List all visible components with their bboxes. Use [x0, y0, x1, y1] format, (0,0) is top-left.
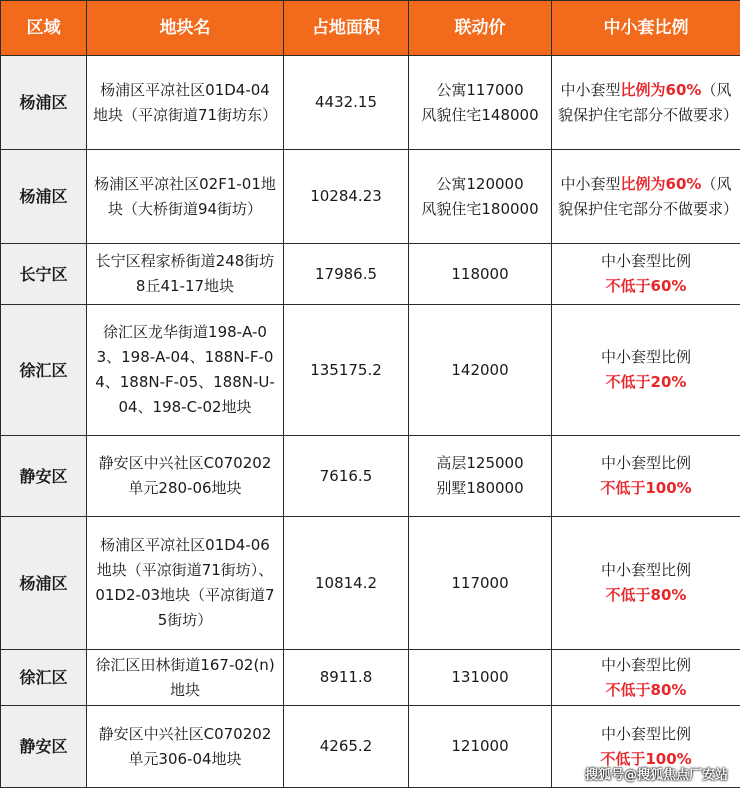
ratio-prefix: 中小套型 — [560, 80, 621, 99]
ratio-highlight: 比例为60% — [620, 174, 702, 193]
table-row — [1, 436, 740, 517]
ratio-note: （风貌保护住宅部分不做要求） — [558, 80, 739, 124]
ratio-value: 不低于60% — [605, 277, 687, 295]
ratio-prefix: 中小套型 — [560, 174, 621, 193]
ratio-cell — [552, 305, 740, 436]
price-line: 公寓120000 — [436, 174, 524, 193]
header-district: 区域 — [1, 1, 87, 56]
price-line: 别墅180000 — [436, 479, 524, 497]
header-plot-name: 地块名 — [87, 1, 284, 56]
area-cell: 4265.2 — [284, 706, 409, 788]
header-row — [1, 1, 740, 56]
ratio-label: 中小套型比例 — [600, 252, 691, 270]
plot-cell: 杨浦区平凉社区01D4-06地块（平凉街道71街坊）、01D2-03地块（平凉街道75街坊） — [87, 517, 284, 650]
area-cell: 4432.15 — [284, 56, 409, 150]
plot-cell: 杨浦区平凉社区01D4-04地块（平凉街道71街坊东） — [87, 56, 284, 150]
plot-cell: 徐汇区田林街道167-02(n)地块 — [87, 650, 284, 706]
header-small-unit-ratio: 中小套比例 — [552, 1, 740, 56]
district-cell: 静安区 — [1, 436, 87, 517]
ratio-value: 不低于80% — [605, 680, 687, 699]
ratio-value: 不低于20% — [605, 373, 687, 391]
district-cell: 长宁区 — [1, 244, 87, 305]
district-cell: 杨浦区 — [1, 517, 87, 650]
ratio-cell — [552, 650, 740, 706]
plot-cell: 杨浦区平凉社区02F1-01地块（大桥街道94街坊） — [87, 150, 284, 244]
price-cell — [409, 150, 552, 244]
price-cell: 131000 — [409, 650, 552, 706]
price-line: 公寓117000 — [436, 80, 524, 99]
area-cell: 8911.8 — [284, 650, 409, 706]
ratio-label: 中小套型比例 — [600, 454, 691, 472]
district-cell: 杨浦区 — [1, 56, 87, 150]
table-row — [1, 244, 740, 305]
ratio-value: 不低于100% — [600, 479, 692, 497]
price-cell — [409, 56, 552, 150]
header-linked-price: 联动价 — [409, 1, 552, 56]
ratio-value: 不低于80% — [605, 586, 687, 604]
price-cell: 118000 — [409, 244, 552, 305]
price-line: 风貌住宅148000 — [421, 105, 539, 124]
ratio-value: 不低于100% — [600, 749, 692, 768]
table-row — [1, 305, 740, 436]
ratio-cell — [552, 517, 740, 650]
table-row — [1, 650, 740, 706]
plot-cell: 静安区中兴社区C070202单元280-06地块 — [87, 436, 284, 517]
ratio-label: 中小套型比例 — [600, 348, 691, 366]
ratio-cell — [552, 244, 740, 305]
ratio-cell — [552, 436, 740, 517]
district-cell: 静安区 — [1, 706, 87, 788]
plot-cell: 静安区中兴社区C070202单元306-04地块 — [87, 706, 284, 788]
ratio-highlight: 比例为60% — [620, 80, 702, 99]
area-cell: 10284.23 — [284, 150, 409, 244]
district-cell: 杨浦区 — [1, 150, 87, 244]
district-cell: 徐汇区 — [1, 650, 87, 706]
table-row — [1, 56, 740, 150]
price-line: 风貌住宅180000 — [421, 199, 539, 218]
table-row — [1, 150, 740, 244]
price-cell: 117000 — [409, 517, 552, 650]
ratio-label: 中小套型比例 — [600, 724, 691, 743]
price-cell — [409, 436, 552, 517]
price-cell: 121000 — [409, 706, 552, 788]
ratio-label: 中小套型比例 — [600, 655, 691, 674]
ratio-cell — [552, 150, 740, 244]
plot-cell: 长宁区程家桥街道248街坊8丘41-17地块 — [87, 244, 284, 305]
header-area: 占地面积 — [284, 1, 409, 56]
ratio-note: （风貌保护住宅部分不做要求） — [558, 174, 739, 218]
ratio-cell — [552, 56, 740, 150]
area-cell: 7616.5 — [284, 436, 409, 517]
district-cell: 徐汇区 — [1, 305, 87, 436]
area-cell: 10814.2 — [284, 517, 409, 650]
area-cell: 17986.5 — [284, 244, 409, 305]
price-line: 高层125000 — [436, 454, 524, 472]
area-cell: 135175.2 — [284, 305, 409, 436]
plot-cell: 徐汇区龙华街道198-A-03、198-A-04、188N-F-04、188N-F-05、188N-U-04、198-C-02地块 — [87, 305, 284, 436]
ratio-label: 中小套型比例 — [600, 561, 691, 579]
watermark: 搜狐号@搜狐焦点厂安站 — [584, 768, 728, 783]
table-row — [1, 517, 740, 650]
price-cell: 142000 — [409, 305, 552, 436]
